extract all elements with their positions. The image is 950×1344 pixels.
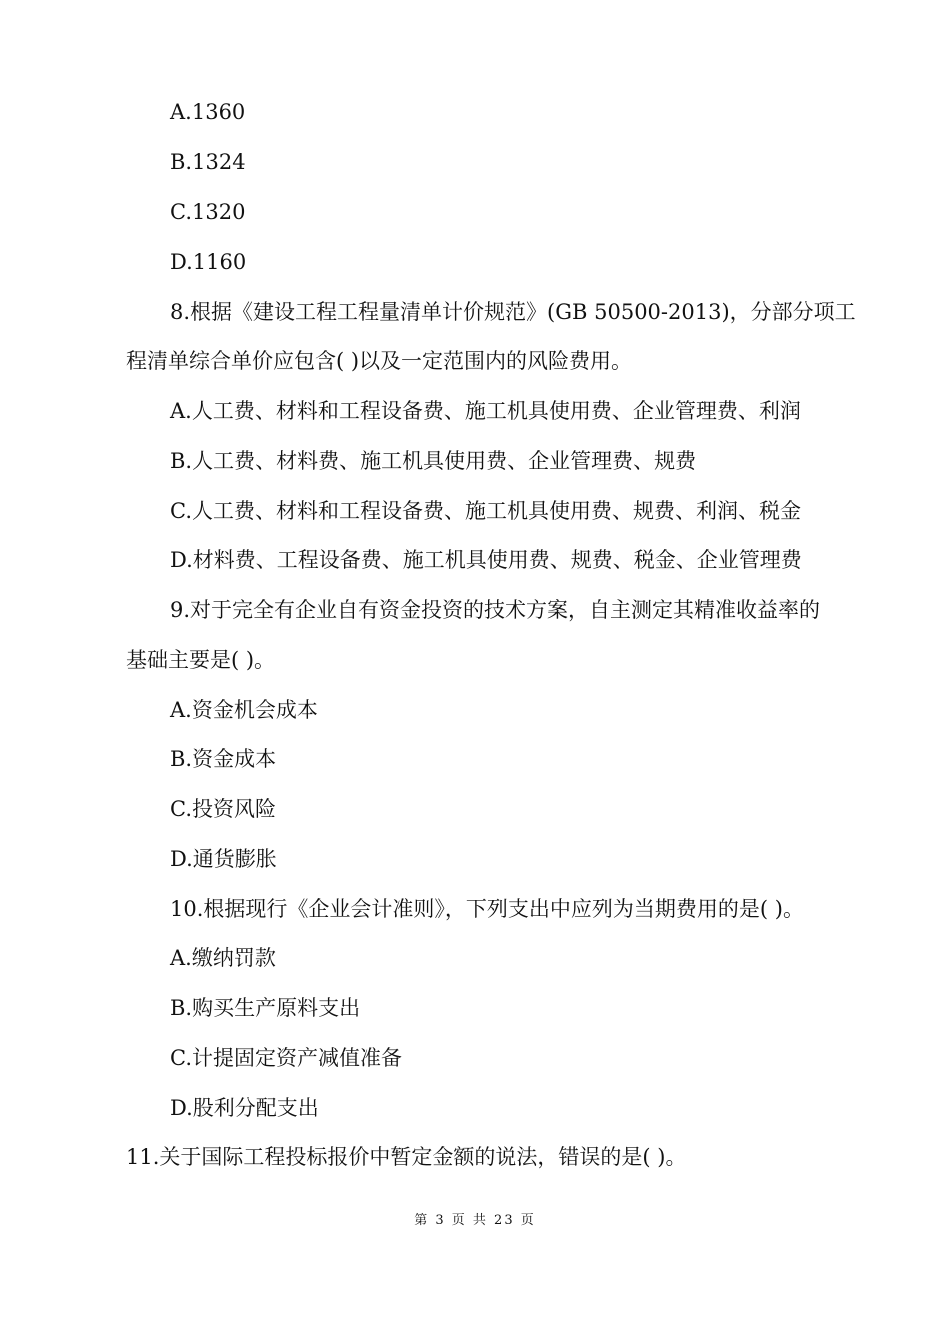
option-d-q10: D.股利分配支出 [170,1096,319,1120]
option-d-q9: D.通货膨胀 [170,847,277,871]
option-a-q7: A.1360 [170,100,246,124]
option-d-q8: D.材料费、工程设备费、施工机具使用费、规费、税金、企业管理费 [170,548,802,572]
option-a-q9: A.资金机会成本 [170,698,318,722]
option-d-q7: D.1160 [170,250,247,274]
option-b-q10: B.购买生产原料支出 [170,996,361,1020]
question-9-line-2: 基础主要是( )。 [126,648,276,672]
option-b-q9: B.资金成本 [170,747,277,771]
option-a-q8: A.人工费、材料和工程设备费、施工机具使用费、企业管理费、利润 [170,399,801,423]
option-c-q9: C.投资风险 [170,797,276,821]
question-10: 10.根据现行《企业会计准则》，下列支出中应列为当期费用的是( )。 [170,897,804,921]
option-c-q7: C.1320 [170,200,246,224]
question-11: 11.关于国际工程投标报价中暂定金额的说法，错误的是( )。 [126,1145,687,1169]
option-a-q10: A.缴纳罚款 [170,946,276,970]
page-footer: 第 3 页 共 23 页 [414,1213,536,1228]
option-c-q8: C.人工费、材料和工程设备费、施工机具使用费、规费、利润、税金 [170,499,801,523]
question-8-line-1: 8.根据《建设工程工程量清单计价规范》(GB 50500-2013)，分部分项工 [170,300,856,324]
question-9-line-1: 9.对于完全有企业自有资金投资的技术方案，自主测定其精准收益率的 [170,598,821,622]
option-c-q10: C.计提固定资产减值准备 [170,1046,402,1070]
option-b-q8: B.人工费、材料费、施工机具使用费、企业管理费、规费 [170,449,697,473]
question-8-line-2: 程清单综合单价应包含( )以及一定范围内的风险费用。 [126,349,633,373]
option-b-q7: B.1324 [170,150,246,174]
